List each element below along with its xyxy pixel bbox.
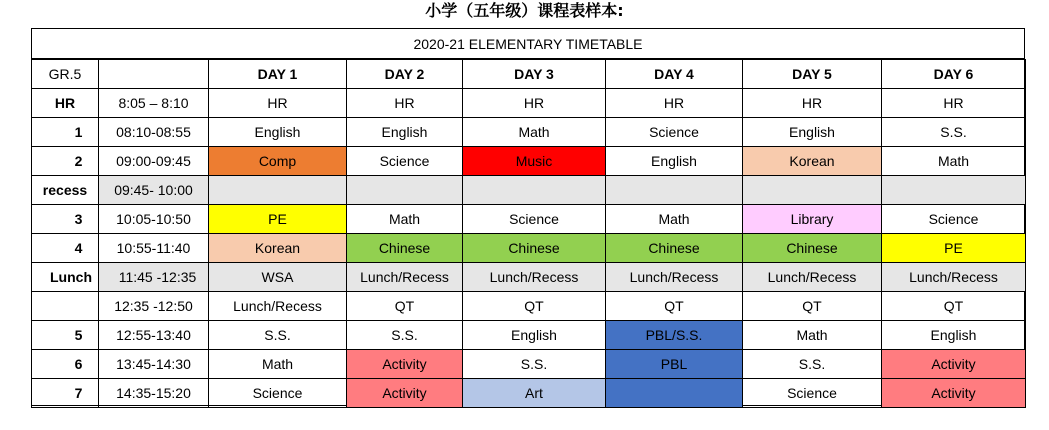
period-label: 4 <box>32 234 99 263</box>
document-title: 小学（五年级）课程表样本: <box>425 1 624 20</box>
class-cell: Music <box>463 147 606 176</box>
timetable-banner: 2020-21 ELEMENTARY TIMETABLE <box>32 29 1024 59</box>
period-time: 12:55-13:40 <box>99 321 209 350</box>
period-label: 1 <box>32 118 99 147</box>
time-header <box>99 60 209 89</box>
class-cell: HR <box>463 89 606 118</box>
class-cell: English <box>606 147 743 176</box>
class-cell: Activity <box>347 379 463 408</box>
class-cell: Lunch/Recess <box>347 263 463 292</box>
class-cell: Math <box>209 350 347 379</box>
period-time: 12:35 -12:50 <box>99 292 209 321</box>
class-cell: Science <box>882 205 1026 234</box>
class-cell: Activity <box>882 350 1026 379</box>
period-label: recess <box>32 176 99 205</box>
class-cell: QT <box>347 292 463 321</box>
table-row <box>32 147 1026 176</box>
table-row <box>32 176 1026 205</box>
period-time: 13:45-14:30 <box>99 350 209 379</box>
header-row <box>32 60 1026 89</box>
period-time: 14:35-15:20 <box>99 379 209 408</box>
class-cell: Library <box>743 205 882 234</box>
day-header: DAY 2 <box>347 60 463 89</box>
table-row <box>32 292 1026 321</box>
class-cell: HR <box>882 89 1026 118</box>
class-cell: QT <box>743 292 882 321</box>
table-row <box>32 379 1026 408</box>
class-cell: S.S. <box>209 321 347 350</box>
class-cell: QT <box>463 292 606 321</box>
period-label: Lunch <box>32 263 99 292</box>
class-cell: PE <box>882 234 1026 263</box>
period-time: 10:55-11:40 <box>99 234 209 263</box>
table-row <box>32 263 1026 292</box>
table-row <box>32 321 1026 350</box>
class-cell: Chinese <box>606 234 743 263</box>
class-cell: HR <box>743 89 882 118</box>
class-cell: Activity <box>882 379 1026 408</box>
class-cell: S.S. <box>347 321 463 350</box>
class-cell: HR <box>209 89 347 118</box>
table-row <box>32 234 1026 263</box>
table-row <box>32 89 1026 118</box>
period-label: 3 <box>32 205 99 234</box>
class-cell <box>463 176 606 205</box>
day-header: DAY 5 <box>743 60 882 89</box>
grade-header: GR.5 <box>32 60 99 89</box>
class-cell: Lunch/Recess <box>463 263 606 292</box>
class-cell: S.S. <box>882 118 1026 147</box>
class-cell: Science <box>209 379 347 408</box>
class-cell <box>606 379 743 408</box>
class-cell: S.S. <box>743 350 882 379</box>
day-header: DAY 6 <box>882 60 1026 89</box>
class-cell: Science <box>347 147 463 176</box>
timetable-sheet <box>31 28 1025 406</box>
class-cell: Science <box>463 205 606 234</box>
class-cell: English <box>209 118 347 147</box>
class-cell: Korean <box>209 234 347 263</box>
class-cell: HR <box>347 89 463 118</box>
class-cell <box>347 176 463 205</box>
class-cell: WSA <box>209 263 347 292</box>
period-label: HR <box>32 89 99 118</box>
class-cell <box>606 176 743 205</box>
class-cell: S.S. <box>463 350 606 379</box>
table-row <box>32 205 1026 234</box>
timetable-table <box>31 59 1026 408</box>
class-cell: Comp <box>209 147 347 176</box>
class-cell: English <box>347 118 463 147</box>
period-time: 11:45 -12:35 <box>99 263 209 292</box>
class-cell: Art <box>463 379 606 408</box>
period-label: 6 <box>32 350 99 379</box>
class-cell: HR <box>606 89 743 118</box>
class-cell: Math <box>347 205 463 234</box>
day-header: DAY 4 <box>606 60 743 89</box>
class-cell <box>743 176 882 205</box>
class-cell: Chinese <box>463 234 606 263</box>
table-row <box>32 118 1026 147</box>
class-cell: QT <box>606 292 743 321</box>
class-cell: PBL/S.S. <box>606 321 743 350</box>
class-cell: Math <box>606 205 743 234</box>
class-cell: QT <box>882 292 1026 321</box>
class-cell: Science <box>743 379 882 408</box>
day-header: DAY 3 <box>463 60 606 89</box>
period-time: 09:00-09:45 <box>99 147 209 176</box>
class-cell: Activity <box>347 350 463 379</box>
period-label: 7 <box>32 379 99 408</box>
period-time: 09:45- 10:00 <box>99 176 209 205</box>
class-cell <box>882 176 1026 205</box>
class-cell <box>209 176 347 205</box>
period-label: 5 <box>32 321 99 350</box>
period-time: 08:10-08:55 <box>99 118 209 147</box>
class-cell: Math <box>882 147 1026 176</box>
class-cell: English <box>882 321 1026 350</box>
period-label <box>32 292 99 321</box>
table-row <box>32 350 1026 379</box>
class-cell: Math <box>743 321 882 350</box>
class-cell: Lunch/Recess <box>606 263 743 292</box>
period-label: 2 <box>32 147 99 176</box>
class-cell: Lunch/Recess <box>743 263 882 292</box>
class-cell: Lunch/Recess <box>209 292 347 321</box>
day-header: DAY 1 <box>209 60 347 89</box>
class-cell: PE <box>209 205 347 234</box>
class-cell: Lunch/Recess <box>882 263 1026 292</box>
class-cell: English <box>463 321 606 350</box>
period-time: 10:05-10:50 <box>99 205 209 234</box>
class-cell: Chinese <box>347 234 463 263</box>
class-cell: Chinese <box>743 234 882 263</box>
class-cell: PBL <box>606 350 743 379</box>
class-cell: Science <box>606 118 743 147</box>
period-time: 8:05 – 8:10 <box>99 89 209 118</box>
class-cell: Math <box>463 118 606 147</box>
class-cell: Korean <box>743 147 882 176</box>
class-cell: English <box>743 118 882 147</box>
